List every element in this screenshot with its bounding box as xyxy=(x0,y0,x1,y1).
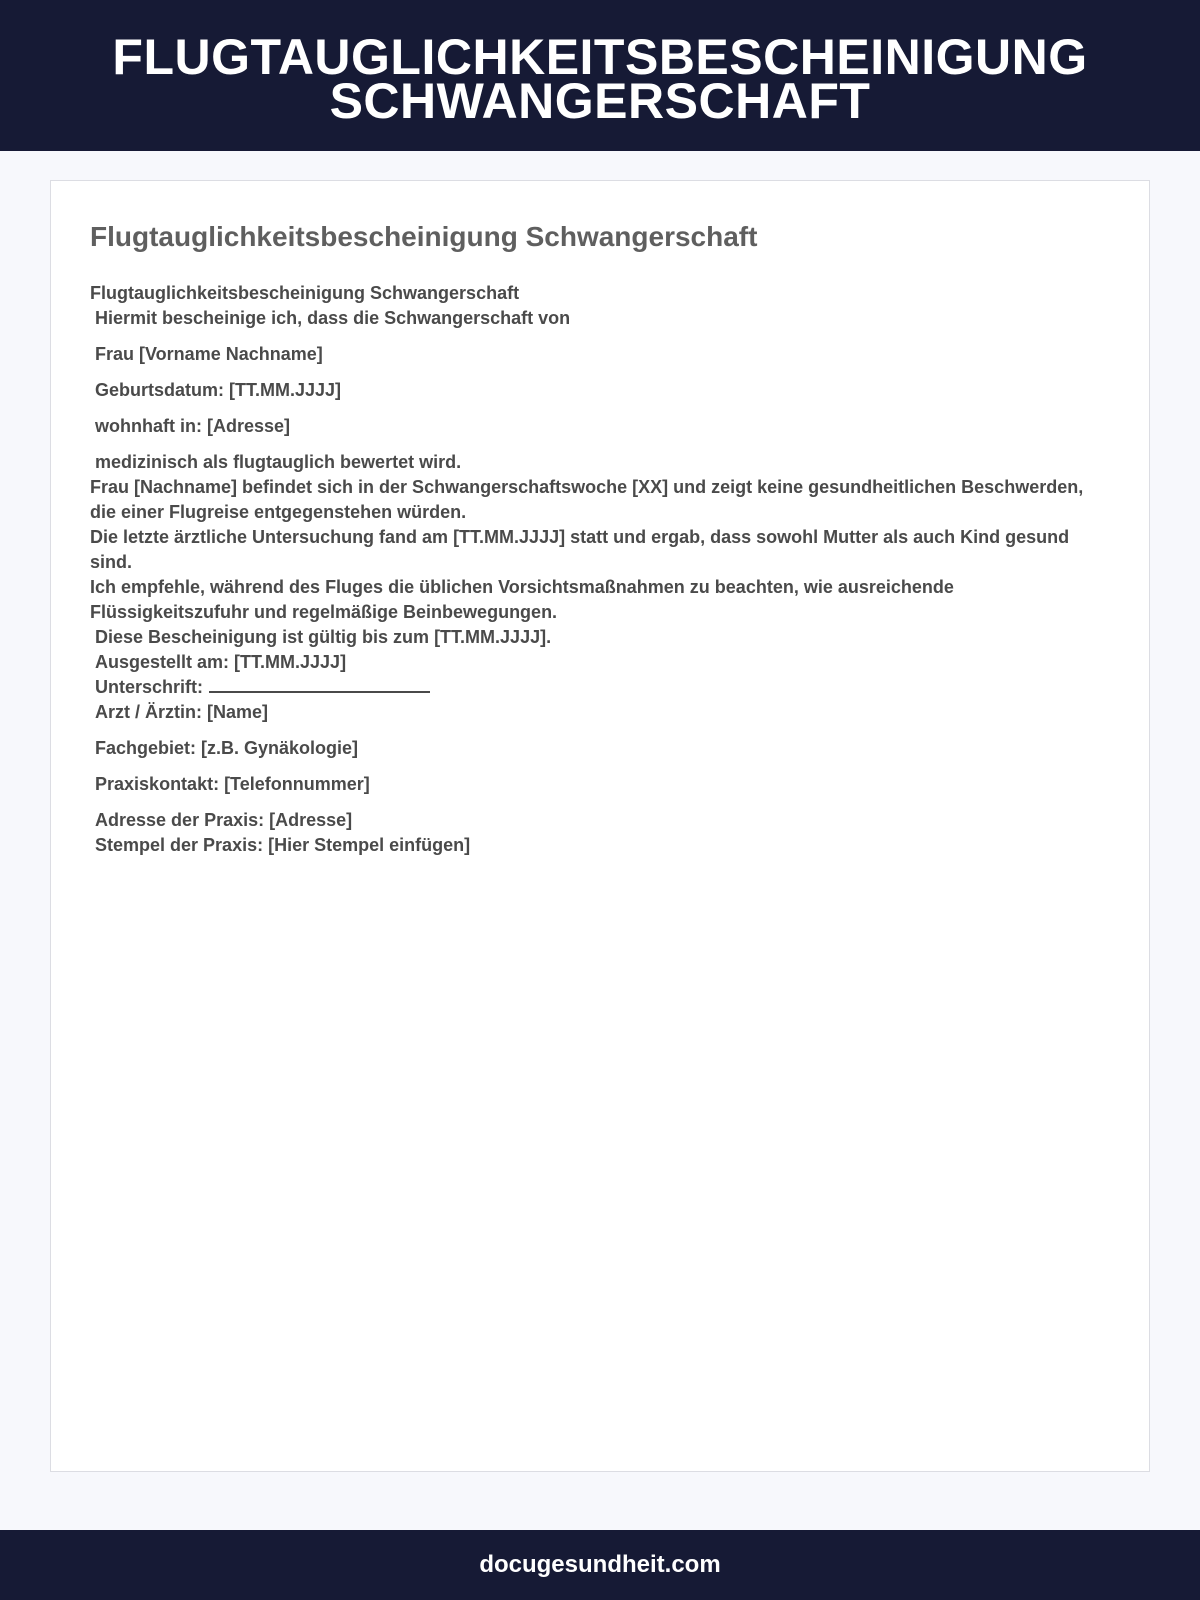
page-header xyxy=(0,0,1200,151)
main-content xyxy=(0,151,1200,1530)
issued-date-line: Ausgestellt am: [TT.MM.JJJJ] xyxy=(90,652,347,672)
document-heading-line: Flugtauglichkeitsbescheinigung Schwangerschaft xyxy=(90,283,520,303)
signature-label: Unterschrift: xyxy=(90,677,209,697)
practice-address-line: Adresse der Praxis: [Adresse] xyxy=(90,810,353,830)
specialty-line: Fachgebiet: [z.B. Gynäkologie] xyxy=(90,738,359,758)
signature-line xyxy=(90,675,1111,700)
document-card xyxy=(50,180,1150,1472)
address-line: wohnhaft in: [Adresse] xyxy=(90,416,291,436)
footer-site-link[interactable]: docugesundheit.com xyxy=(479,1551,721,1578)
page-footer xyxy=(0,1530,1200,1600)
document-title: Flugtauglichkeitsbescheinigung Schwangerschaft xyxy=(90,221,758,252)
patient-name-line: Frau [Vorname Nachname] xyxy=(90,344,323,364)
signature-field[interactable] xyxy=(209,676,430,693)
pregnancy-week-paragraph: Frau [Nachname] befindet sich in der Schwangerschaftswoche [XX] und zeigt keine gesundheitlichen Beschwerden, die einer Flugreise entgegenstehen würden. xyxy=(90,477,1089,522)
document-body xyxy=(90,281,1111,858)
assessment-line: medizinisch als flugtauglich bewertet wird. xyxy=(90,452,462,472)
practice-contact-line: Praxiskontakt: [Telefonnummer] xyxy=(90,774,370,794)
validity-line: Diese Bescheinigung ist gültig bis zum [TT.MM.JJJJ]. xyxy=(90,627,552,647)
page-title: FLUGTAUGLICHKEITSBESCHEINIGUNG SCHWANGERSCHAFT xyxy=(112,28,1088,129)
intro-line: Hiermit bescheinige ich, dass die Schwangerschaft von xyxy=(90,308,571,328)
practice-stamp-line: Stempel der Praxis: [Hier Stempel einfügen] xyxy=(90,835,471,855)
recommendation-paragraph: Ich empfehle, während des Fluges die üblichen Vorsichtsmaßnahmen zu beachten, wie ausreichende Flüssigkeitszufuhr und regelmäßige Beinbewegungen. xyxy=(90,577,959,622)
doctor-name-line: Arzt / Ärztin: [Name] xyxy=(90,702,269,722)
examination-paragraph: Die letzte ärztliche Untersuchung fand am [TT.MM.JJJJ] statt und ergab, dass sowohl Mutter als auch Kind gesund sind. xyxy=(90,527,1075,572)
birthdate-line: Geburtsdatum: [TT.MM.JJJJ] xyxy=(90,380,342,400)
